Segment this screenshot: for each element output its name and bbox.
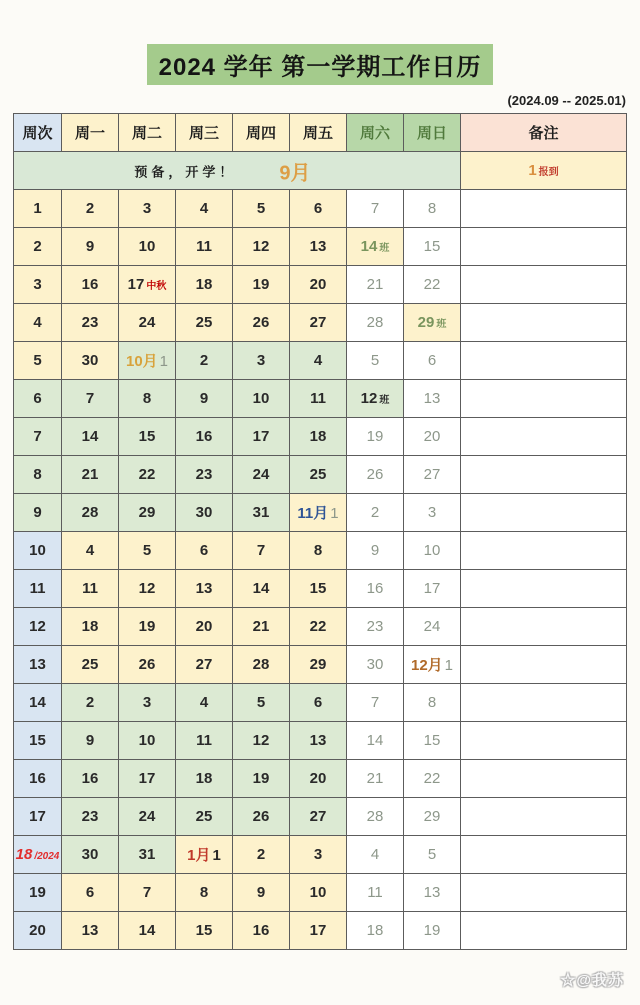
day-cell: 10 [233, 380, 290, 418]
day-cell: 15 [119, 418, 176, 456]
day-cell: 22 [290, 608, 347, 646]
day-cell: 30 [62, 342, 119, 380]
day-cell: 6 [290, 684, 347, 722]
note-cell [461, 418, 627, 456]
day-cell: 13 [404, 874, 461, 912]
day-cell: 7 [233, 532, 290, 570]
week-row [14, 608, 627, 646]
week-cell: 13 [14, 646, 62, 684]
day-cell: 5 [119, 532, 176, 570]
note-cell [461, 684, 627, 722]
week-row [14, 228, 627, 266]
title-bar [0, 44, 640, 85]
week-cell: 5 [14, 342, 62, 380]
day-cell: 18 [347, 912, 404, 950]
week-row [14, 798, 627, 836]
day-cell: 29 班 [404, 304, 461, 342]
week-row [14, 532, 627, 570]
day-cell: 24 [119, 304, 176, 342]
day-cell: 10 [290, 874, 347, 912]
day-cell: 28 [62, 494, 119, 532]
week-cell: 12 [14, 608, 62, 646]
day-cell: 17 [290, 912, 347, 950]
report-day-cell: 1 报到 [461, 152, 627, 190]
day-cell: 14 [347, 722, 404, 760]
day-cell: 26 [347, 456, 404, 494]
note-cell [461, 266, 627, 304]
day-cell: 7 [119, 874, 176, 912]
calendar-body [14, 152, 627, 950]
day-cell: 17 [404, 570, 461, 608]
day-cell: 6 [62, 874, 119, 912]
day-cell: 2 [62, 684, 119, 722]
day-cell: 15 [290, 570, 347, 608]
note-cell [461, 456, 627, 494]
day-cell: 27 [176, 646, 233, 684]
day-cell: 9 [62, 228, 119, 266]
day-cell: 24 [233, 456, 290, 494]
september-banner-row [14, 152, 627, 190]
day-cell: 20 [290, 760, 347, 798]
day-cell: 20 [404, 418, 461, 456]
day-cell: 14 [119, 912, 176, 950]
week-row [14, 760, 627, 798]
watermark: ☆@我苏 [560, 972, 624, 989]
day-cell: 28 [233, 646, 290, 684]
day-cell: 4 [290, 342, 347, 380]
day-cell: 3 [119, 684, 176, 722]
day-cell: 2 [347, 494, 404, 532]
day-cell: 9 [347, 532, 404, 570]
day-cell: 21 [62, 456, 119, 494]
banner-text: 预备，开学！ [134, 164, 237, 179]
day-cell: 28 [347, 304, 404, 342]
day-cell: 8 [119, 380, 176, 418]
day-cell: 19 [347, 418, 404, 456]
note-cell [461, 228, 627, 266]
day-cell: 7 [347, 684, 404, 722]
day-cell: 22 [404, 266, 461, 304]
week-row [14, 342, 627, 380]
column-header-4: 周四 [233, 114, 290, 152]
day-cell: 10 [119, 228, 176, 266]
column-header-3: 周三 [176, 114, 233, 152]
day-cell: 12 [233, 722, 290, 760]
week-cell: 6 [14, 380, 62, 418]
day-cell: 16 [176, 418, 233, 456]
week-cell: 7 [14, 418, 62, 456]
note-cell [461, 532, 627, 570]
day-cell: 27 [290, 798, 347, 836]
week-cell: 20 [14, 912, 62, 950]
day-cell: 25 [176, 798, 233, 836]
week-row [14, 304, 627, 342]
day-cell: 11月 1 [290, 494, 347, 532]
note-cell [461, 722, 627, 760]
week-row [14, 418, 627, 456]
day-cell: 29 [404, 798, 461, 836]
day-cell: 22 [119, 456, 176, 494]
day-cell: 3 [290, 836, 347, 874]
day-cell: 21 [347, 760, 404, 798]
day-cell: 24 [119, 798, 176, 836]
day-cell: 11 [290, 380, 347, 418]
week-cell: 18 /2024 [14, 836, 62, 874]
september-banner [14, 152, 461, 190]
column-header-6: 周六 [347, 114, 404, 152]
day-cell: 4 [176, 190, 233, 228]
day-cell: 16 [62, 760, 119, 798]
day-cell: 27 [404, 456, 461, 494]
day-cell: 7 [62, 380, 119, 418]
day-cell: 30 [176, 494, 233, 532]
day-cell: 9 [176, 380, 233, 418]
day-cell: 31 [119, 836, 176, 874]
day-cell: 17 [233, 418, 290, 456]
day-cell: 30 [347, 646, 404, 684]
day-cell: 19 [119, 608, 176, 646]
week-cell: 9 [14, 494, 62, 532]
note-cell [461, 570, 627, 608]
semester-title: 2024 学年 第一学期工作日历 [147, 44, 494, 85]
day-cell: 11 [176, 228, 233, 266]
day-cell: 17 [119, 760, 176, 798]
month-label-september: 9月 [279, 162, 311, 184]
note-cell [461, 342, 627, 380]
note-cell [461, 912, 627, 950]
day-cell: 9 [62, 722, 119, 760]
note-cell [461, 380, 627, 418]
day-cell: 3 [233, 342, 290, 380]
week-cell: 14 [14, 684, 62, 722]
day-cell: 10 [404, 532, 461, 570]
day-cell: 2 [233, 836, 290, 874]
week-cell: 1 [14, 190, 62, 228]
note-cell [461, 874, 627, 912]
day-cell: 14 [62, 418, 119, 456]
calendar-table [13, 113, 627, 950]
week-row [14, 380, 627, 418]
day-cell: 18 [290, 418, 347, 456]
column-header-8: 备注 [461, 114, 627, 152]
week-row [14, 722, 627, 760]
day-cell: 23 [176, 456, 233, 494]
day-cell: 10 [119, 722, 176, 760]
day-cell: 14 班 [347, 228, 404, 266]
day-cell: 17 中秋 [119, 266, 176, 304]
day-cell: 27 [290, 304, 347, 342]
week-cell: 4 [14, 304, 62, 342]
day-cell: 10月 1 [119, 342, 176, 380]
column-header-1: 周一 [62, 114, 119, 152]
day-cell: 28 [347, 798, 404, 836]
day-cell: 6 [290, 190, 347, 228]
week-row [14, 874, 627, 912]
day-cell: 18 [62, 608, 119, 646]
week-cell: 16 [14, 760, 62, 798]
note-cell [461, 836, 627, 874]
note-cell [461, 608, 627, 646]
week-cell: 8 [14, 456, 62, 494]
day-cell: 8 [176, 874, 233, 912]
day-cell: 26 [119, 646, 176, 684]
day-cell: 25 [290, 456, 347, 494]
day-cell: 13 [176, 570, 233, 608]
day-cell: 13 [404, 380, 461, 418]
day-cell: 19 [404, 912, 461, 950]
day-cell: 26 [233, 798, 290, 836]
day-cell: 20 [176, 608, 233, 646]
day-cell: 11 [347, 874, 404, 912]
day-cell: 24 [404, 608, 461, 646]
day-cell: 4 [176, 684, 233, 722]
day-cell: 15 [404, 722, 461, 760]
day-cell: 1月 1 [176, 836, 233, 874]
column-header-5: 周五 [290, 114, 347, 152]
week-row [14, 494, 627, 532]
week-row [14, 266, 627, 304]
day-cell: 21 [233, 608, 290, 646]
day-cell: 16 [347, 570, 404, 608]
column-header-7: 周日 [404, 114, 461, 152]
week-row [14, 912, 627, 950]
day-cell: 5 [233, 684, 290, 722]
day-cell: 5 [404, 836, 461, 874]
week-row [14, 836, 627, 874]
week-row [14, 570, 627, 608]
day-cell: 16 [233, 912, 290, 950]
day-cell: 12 [119, 570, 176, 608]
day-cell: 29 [119, 494, 176, 532]
day-cell: 31 [233, 494, 290, 532]
day-cell: 29 [290, 646, 347, 684]
day-cell: 4 [62, 532, 119, 570]
week-row [14, 190, 627, 228]
week-row [14, 646, 627, 684]
day-cell: 13 [290, 722, 347, 760]
day-cell: 5 [233, 190, 290, 228]
day-cell: 18 [176, 266, 233, 304]
day-cell: 5 [347, 342, 404, 380]
note-cell [461, 798, 627, 836]
day-cell: 18 [176, 760, 233, 798]
day-cell: 11 [62, 570, 119, 608]
day-cell: 8 [404, 684, 461, 722]
day-cell: 4 [347, 836, 404, 874]
note-cell [461, 760, 627, 798]
day-cell: 23 [347, 608, 404, 646]
day-cell: 30 [62, 836, 119, 874]
note-cell [461, 646, 627, 684]
week-cell: 15 [14, 722, 62, 760]
column-header-2: 周二 [119, 114, 176, 152]
day-cell: 15 [404, 228, 461, 266]
week-cell: 17 [14, 798, 62, 836]
day-cell: 3 [404, 494, 461, 532]
day-cell: 14 [233, 570, 290, 608]
day-cell: 23 [62, 304, 119, 342]
week-cell: 2 [14, 228, 62, 266]
day-cell: 16 [62, 266, 119, 304]
calendar-header-row [14, 114, 627, 152]
day-cell: 13 [290, 228, 347, 266]
week-cell: 3 [14, 266, 62, 304]
day-cell: 25 [176, 304, 233, 342]
day-cell: 19 [233, 266, 290, 304]
day-cell: 20 [290, 266, 347, 304]
day-cell: 8 [290, 532, 347, 570]
day-cell: 2 [62, 190, 119, 228]
day-cell: 6 [404, 342, 461, 380]
day-cell: 11 [176, 722, 233, 760]
week-cell: 11 [14, 570, 62, 608]
day-cell: 8 [404, 190, 461, 228]
day-cell: 12 班 [347, 380, 404, 418]
day-cell: 19 [233, 760, 290, 798]
day-cell: 22 [404, 760, 461, 798]
week-row [14, 456, 627, 494]
note-cell [461, 304, 627, 342]
day-cell: 23 [62, 798, 119, 836]
week-cell: 19 [14, 874, 62, 912]
day-cell: 2 [176, 342, 233, 380]
day-cell: 6 [176, 532, 233, 570]
note-cell [461, 494, 627, 532]
week-cell: 10 [14, 532, 62, 570]
day-cell: 3 [119, 190, 176, 228]
day-cell: 7 [347, 190, 404, 228]
date-range: (2024.09 -- 2025.01) [507, 93, 626, 108]
day-cell: 12 [233, 228, 290, 266]
column-header-0: 周次 [14, 114, 62, 152]
note-cell [461, 190, 627, 228]
day-cell: 9 [233, 874, 290, 912]
day-cell: 25 [62, 646, 119, 684]
day-cell: 21 [347, 266, 404, 304]
day-cell: 26 [233, 304, 290, 342]
day-cell: 15 [176, 912, 233, 950]
day-cell: 13 [62, 912, 119, 950]
week-row [14, 684, 627, 722]
day-cell: 12月 1 [404, 646, 461, 684]
